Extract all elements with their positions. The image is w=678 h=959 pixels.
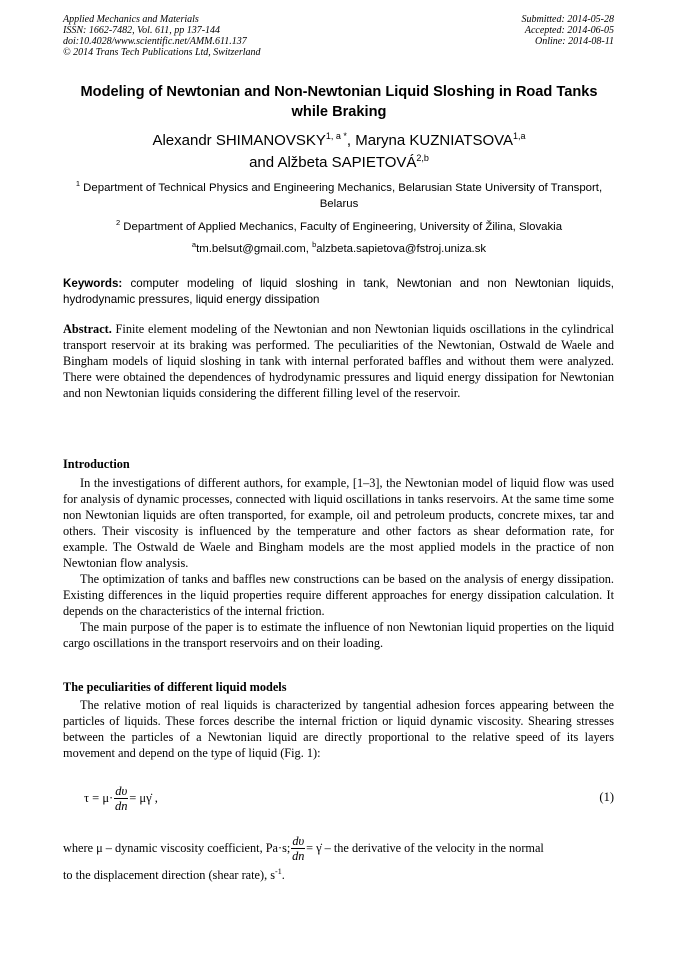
explanation-text: . xyxy=(281,868,285,882)
fraction-numerator: dυ xyxy=(115,783,128,798)
introduction-heading: Introduction xyxy=(63,457,130,471)
paragraph: In the investigations of different authors, for example, [1–3], the Newtonian model of liquid flow was used for analysis of dynamic processes, connected with liquid oscillations in tanks reservoirs. At the same time some non Newtonian liquids are often transported, for example, oil and petroleum products, concrete mixes, tar and others. Their viscosity is influenced by the temperature and other factors as shear deformation rate, for example. The Ostwald de Waele and Bingham models are the most applied models in the practice of non Newtonian flow analysis. xyxy=(63,476,614,570)
keywords xyxy=(63,276,614,307)
fraction xyxy=(291,834,305,863)
email-link[interactable]: tm.belsut@gmail.com, xyxy=(196,243,313,255)
peculiarities-heading: The peculiarities of different liquid models xyxy=(63,680,287,694)
author-affil-mark: 1, a * xyxy=(325,131,347,141)
journal-name: Applied Mechanics and Materials xyxy=(63,14,199,25)
author-line-2 xyxy=(63,152,615,174)
affiliation-1 xyxy=(68,180,610,212)
keywords-label: Keywords: xyxy=(63,277,123,290)
equation-1 xyxy=(84,778,614,818)
equation-rhs: = μγ̇ , xyxy=(129,790,158,805)
abstract xyxy=(63,321,614,401)
email-mark: a xyxy=(191,240,197,249)
publication-dates xyxy=(522,14,615,47)
explanation-text: = γ̇ – the derivative of the velocity in the normal xyxy=(306,841,544,855)
equation-lhs: τ = μ· xyxy=(84,790,114,805)
email-mark: b xyxy=(312,240,317,249)
online-date: Online: 2014-08-11 xyxy=(535,36,614,47)
paragraph: The relative motion of real liquids is characterized by tangential adhesion forces appearing between the particles of liquids. These forces describe the internal friction or liquid dynamic viscosity. Shearing stresses between the particles of a Newtonian liquid are directly proportional to the relative speed of its layers movement and depend on the type of liquid (Fig. 1): xyxy=(63,698,614,760)
affil-number: 1 xyxy=(75,179,81,188)
abstract-text: Finite element modeling of the Newtonian and non Newtonian liquids oscillations in the cylindrical transport reservoir at its braking was performed. The peculiarities of the Newtonian, Ostwald de Waele and Bingham models of liquid sloshing in tank with internal perforated baffles and without them were analyzed. There were obtained the dependences of hydrodynamic pressures and liquid energy dissipation for Newtonian and non Newtonian liquids considering the different filling level of the reservoir. xyxy=(63,322,614,400)
equation-body xyxy=(84,778,158,818)
affil-text: Department of Technical Physics and Engineering Mechanics, Belarusian State University of Transport, Belarus xyxy=(80,182,603,210)
explanation-text: where μ – dynamic viscosity coefficient, Pa·s; xyxy=(63,841,291,855)
affil-text: Department of Applied Mechanics, Faculty of Engineering, University of Žilina, Slovakia xyxy=(120,221,563,233)
explanation-line-1 xyxy=(63,828,614,868)
equation-number: (1) xyxy=(599,790,614,804)
author-emails xyxy=(68,241,610,257)
author-separator: , xyxy=(346,132,356,149)
fraction-denominator: dn xyxy=(292,848,305,863)
introduction-body xyxy=(63,475,614,651)
explanation-line-2 xyxy=(63,867,285,883)
paragraph: The main purpose of the paper is to estimate the influence of non Newtonian liquid properties on the liquid cargo oscillations in the transport reservoirs and on their loading. xyxy=(63,620,614,650)
author-conjunction: and xyxy=(249,154,278,171)
submitted-date: Submitted: 2014-05-28 xyxy=(521,14,614,25)
explanation-text: to the displacement direction (shear rate), s xyxy=(63,868,276,882)
author-name: Maryna KUZNIATSOVA xyxy=(355,132,514,149)
accepted-date: Accepted: 2014-06-05 xyxy=(524,25,614,36)
author-name: Alžbeta SAPIETOVÁ xyxy=(277,154,417,171)
fraction xyxy=(114,784,128,813)
affiliation-2 xyxy=(68,219,610,235)
journal-doi: doi:10.4028/www.scientific.net/AMM.611.137 xyxy=(63,36,247,47)
paragraph: The optimization of tanks and baffles new constructions can be based on the analysis of energy dissipation. Existing differences in the liquid properties require different approaches for energy dissipation calculation. It depends on the characteristics of the internal friction. xyxy=(63,572,614,618)
affil-number: 2 xyxy=(115,218,121,227)
paper-title: Modeling of Newtonian and Non-Newtonian Liquid Sloshing in Road Tanks while Braking xyxy=(80,84,598,120)
author-affil-mark: 1,a xyxy=(513,131,526,141)
author-line-1 xyxy=(63,130,615,152)
abstract-label: Abstract. xyxy=(63,322,112,336)
fraction-denominator: dn xyxy=(114,798,128,813)
journal-issn: ISSN: 1662-7482, Vol. 611, pp 137-144 xyxy=(63,25,221,36)
peculiarities-body xyxy=(63,697,614,761)
unit-exponent: -1 xyxy=(275,867,282,876)
email-link[interactable]: alzbeta.sapietova@fstroj.uniza.sk xyxy=(316,243,487,255)
author-name: Alexandr SHIMANOVSKY xyxy=(152,132,326,149)
author-list xyxy=(63,130,615,174)
fraction-numerator: dυ xyxy=(292,833,305,848)
author-affil-mark: 2,b xyxy=(416,153,429,163)
journal-info xyxy=(63,14,261,58)
keywords-text: computer modeling of liquid sloshing in tank, Newtonian and non Newtonian liquids, hydrodynamic pressures, liquid energy dissipation xyxy=(63,277,614,306)
journal-copyright: © 2014 Trans Tech Publications Ltd, Switzerland xyxy=(63,47,261,58)
